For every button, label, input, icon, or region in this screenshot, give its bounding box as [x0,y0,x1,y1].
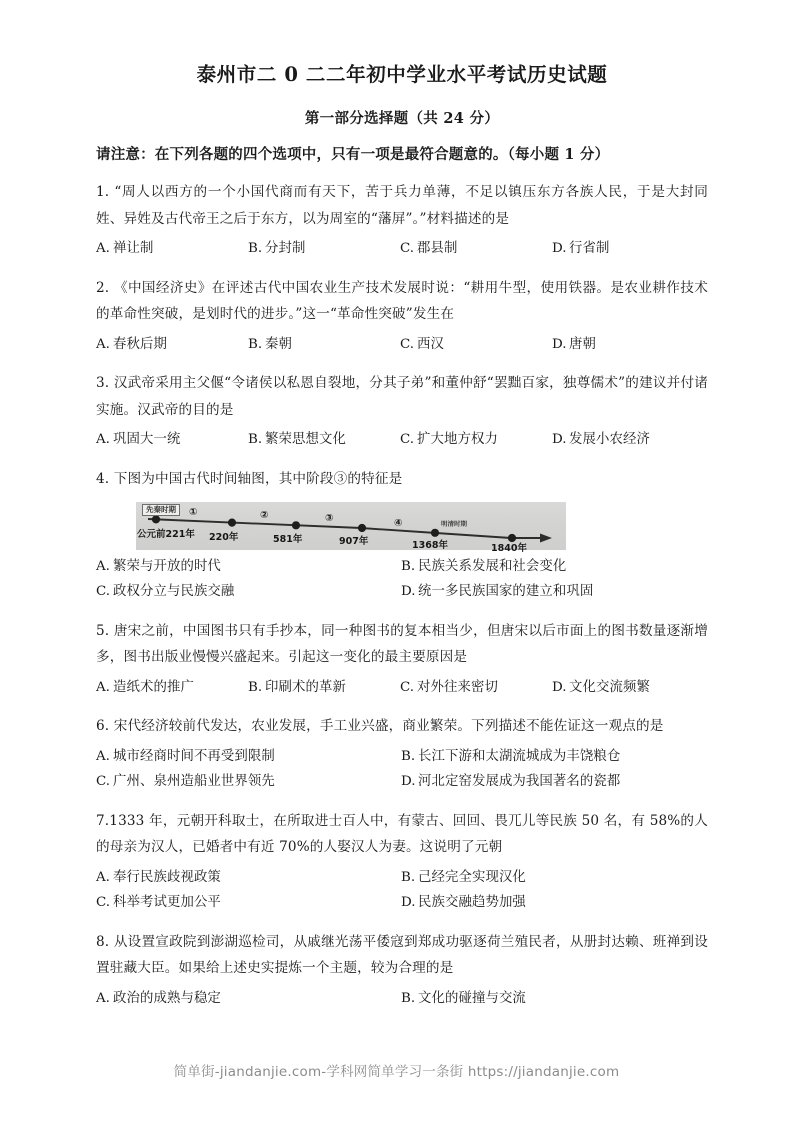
question-6-stem [96,713,708,740]
option-6-b[interactable] [401,744,708,769]
question-2-text: 《中国经济史》在评述古代中国农业生产技术发展时说：“耕用牛型，使用铁器。是农业耕作技术的革命性突破，是划时代的进步。”这一“革命性突破”发生在 [96,279,708,323]
option-1-b[interactable] [248,236,400,261]
option-label: B. [248,679,263,695]
option-3-d[interactable] [552,427,704,452]
option-text: 科举考试更加公平 [113,895,221,911]
option-3-a[interactable] [96,427,248,452]
option-label: A. [96,679,110,695]
option-text: 政权分立与民族交融 [113,584,235,600]
question-4-stem [96,466,708,493]
timeline-stage-1: ① [189,507,198,518]
option-7-c[interactable] [96,890,401,915]
timeline-stage-4: ④ [394,518,403,529]
question-1-options [96,236,708,261]
option-4-c[interactable] [96,579,401,604]
question-8-stem [96,929,708,982]
question-1-stem [96,179,708,232]
timeline-era-right-label: 明清时期 [441,520,467,528]
option-label: B. [248,241,263,257]
page-title: 泰州市二 0 二二年初中学业水平考试历史试题 [196,63,608,86]
question-8 [96,929,708,1011]
option-text: 印刷术的革新 [265,679,346,695]
option-label: C. [400,679,415,695]
option-8-a[interactable] [96,986,401,1011]
option-text: 城市经商时间不再受到限制 [113,748,275,764]
option-text: 繁荣思想文化 [265,432,346,448]
option-5-c[interactable] [400,675,552,700]
option-label: D. [401,774,416,790]
option-label: A. [96,869,110,885]
option-4-a[interactable] [96,554,401,579]
question-7-text: 1333 年，元朝开科取士，在所取进士百人中，有蒙古、回回、畏兀儿等民族 50 名，有 58%的人的母亲为汉人，已婚者中有近 70%的人娶汉人为妻。这说明了元朝 [96,812,708,856]
option-6-a[interactable] [96,744,401,769]
option-label: A. [96,432,110,448]
question-8-number: 8. [96,933,110,950]
question-6 [96,713,708,794]
option-label: B. [401,869,416,885]
option-text: 对外往来密切 [417,679,498,695]
option-4-d[interactable] [401,579,708,604]
option-text: 行省制 [569,241,610,257]
timeline-era-left-label: 先秦时期 [142,504,180,516]
option-7-d[interactable] [401,890,708,915]
option-2-c[interactable] [400,332,552,357]
option-text: 河北定窑发展成为我国著名的瓷都 [418,774,621,790]
option-4-b[interactable] [401,554,708,579]
option-7-b[interactable] [401,865,708,890]
section-title: 第一部分选择题（共 24 分） [304,110,500,128]
question-3-options [96,427,708,452]
option-label: C. [400,336,415,352]
question-5-text: 唐宋之前，中国图书只有手抄本，同一种图书的复本相当少，但唐宋以后市面上的图书数量逐渐增多，图书出版业慢慢兴盛起来。引起这一变化的最主要原因是 [96,622,708,666]
option-text: 政治的成熟与稳定 [113,990,221,1006]
option-text: 西汉 [417,336,444,352]
question-2-number: 2. [96,279,110,296]
option-text: 长江下游和太湖流城成为丰饶粮仓 [418,748,621,764]
question-3-stem [96,370,708,423]
option-5-b[interactable] [248,675,400,700]
timeline-year-6: 1840年 [491,543,527,554]
option-2-b[interactable] [248,332,400,357]
question-4-options [96,554,708,605]
option-text: 民族交融趋势加强 [418,895,526,911]
question-3-text: 汉武帝采用主父偃“令诸侯以私恩自裂地，分其子弟”和董仲舒“罢黜百家，独尊儒术”的建议并付诸实施。汉武帝的目的是 [96,375,708,418]
option-1-c[interactable] [400,236,552,261]
timeline-year-2: 220年 [209,532,239,543]
question-7-number: 7. [96,812,110,829]
option-text: 广州、泉州造船业世界领先 [113,774,275,790]
question-7-options [96,865,708,916]
question-5 [96,618,708,700]
option-label: C. [96,895,111,911]
option-text: 己经完全实现汉化 [418,869,526,885]
option-3-c[interactable] [400,427,552,452]
option-text: 民族关系发展和社会变化 [418,559,567,574]
question-1-number: 1. [96,184,110,201]
timeline-stage-2: ② [260,510,269,521]
option-label: C. [96,584,111,600]
option-row [96,865,708,890]
option-label: B. [401,748,416,764]
question-6-number: 6. [96,718,110,735]
question-3-number: 3. [96,375,110,392]
option-1-d[interactable] [552,236,704,261]
option-label: D. [552,336,567,352]
question-8-options [96,986,708,1011]
option-text: 统一多民族国家的建立和巩固 [418,584,594,600]
option-label: B. [248,336,263,352]
option-5-a[interactable] [96,675,248,700]
option-text: 禅让制 [113,241,154,257]
option-text: 文化交流频繁 [569,679,650,695]
option-label: D. [552,679,567,695]
option-6-c[interactable] [96,769,401,794]
option-label: C. [400,241,415,257]
question-7-stem [96,808,708,861]
option-label: A. [96,241,110,257]
option-text: 分封制 [265,241,306,257]
question-4-text: 下图为中国古代时间轴图，其中阶段③的特征是 [113,470,403,487]
option-row [96,769,708,794]
option-label: A. [96,748,110,764]
option-6-d[interactable] [401,769,708,794]
option-7-a[interactable] [96,865,401,890]
option-label: C. [400,432,415,448]
timeline-year-1: 公元前221年 [137,529,195,540]
instructions-notice: 请注意：在下列各题的四个选项中，只有一项是最符合题意的。（每小题 1 分） [96,146,610,164]
option-label: C. [96,774,111,790]
option-label: D. [552,241,567,257]
option-label: A. [96,336,110,352]
option-5-d[interactable] [552,675,704,700]
option-8-b[interactable] [401,986,708,1011]
option-label: B. [401,990,416,1006]
question-6-text: 宋代经济较前代发达，农业发展，手工业兴盛，商业繁荣。下列描述不能佐证这一观点的是 [113,718,664,735]
option-text: 造纸术的推广 [113,679,194,695]
footer-watermark: 简单街-jiandanjie.com-学科网简单学习一条街 https://jiandanjie.com [173,1064,620,1080]
question-1 [96,179,708,261]
question-6-options [96,744,708,795]
option-text: 繁荣与开放的时代 [113,559,221,574]
option-text: 文化的碰撞与交流 [418,990,526,1006]
option-2-d[interactable] [552,332,704,357]
option-row [96,890,708,915]
question-2-options [96,332,708,357]
option-text: 春秋后期 [113,336,167,352]
option-row [96,986,708,1011]
option-text: 唐朝 [569,336,596,352]
timeline-year-5: 1368年 [412,540,448,551]
option-text: 奉行民族歧视政策 [113,869,221,885]
option-text: 秦朝 [265,336,292,352]
option-label: D. [401,895,416,911]
option-1-a[interactable] [96,236,248,261]
option-row [96,554,708,579]
option-label: B. [401,559,416,574]
page-content [96,0,708,1011]
option-row [96,744,708,769]
question-5-stem [96,618,708,671]
question-8-text: 从设置宣政院到澎湖巡检司，从戚继光荡平倭寇到郑成功驱逐荷兰殖民者，从册封达赖、班禅到设置驻藏大臣。如果给上述史实提炼一个主题，较为合理的是 [96,933,708,977]
option-3-b[interactable] [248,427,400,452]
question-2-stem [96,275,708,328]
option-label: B. [248,432,263,448]
option-text: 扩大地方权力 [417,432,498,448]
question-5-options [96,675,708,700]
question-1-text: “周人以西方的一个小国代商而有天下，苦于兵力单薄，不足以镇压东方各族人民，于是大封同姓、异姓及古代帝王之后于东方，以为周室的“藩屏”。”材料描述的是 [96,184,708,227]
timeline-figure [96,502,708,554]
option-label: D. [401,584,416,600]
timeline-image [136,502,566,554]
option-label: A. [96,559,110,574]
option-text: 发展小农经济 [569,432,650,448]
question-7 [96,808,708,916]
question-3 [96,370,708,452]
option-label: D. [552,432,567,448]
timeline-year-3: 581年 [273,534,303,545]
option-2-a[interactable] [96,332,248,357]
timeline-year-4: 907年 [339,536,369,547]
option-text: 郡县制 [417,241,458,257]
question-2 [96,275,708,357]
option-label: A. [96,990,110,1006]
question-4-number: 4. [96,470,110,487]
option-text: 巩固大一统 [113,432,181,448]
question-4 [96,466,708,605]
question-5-number: 5. [96,622,110,639]
timeline-stage-3: ③ [325,513,334,524]
option-row [96,579,708,604]
